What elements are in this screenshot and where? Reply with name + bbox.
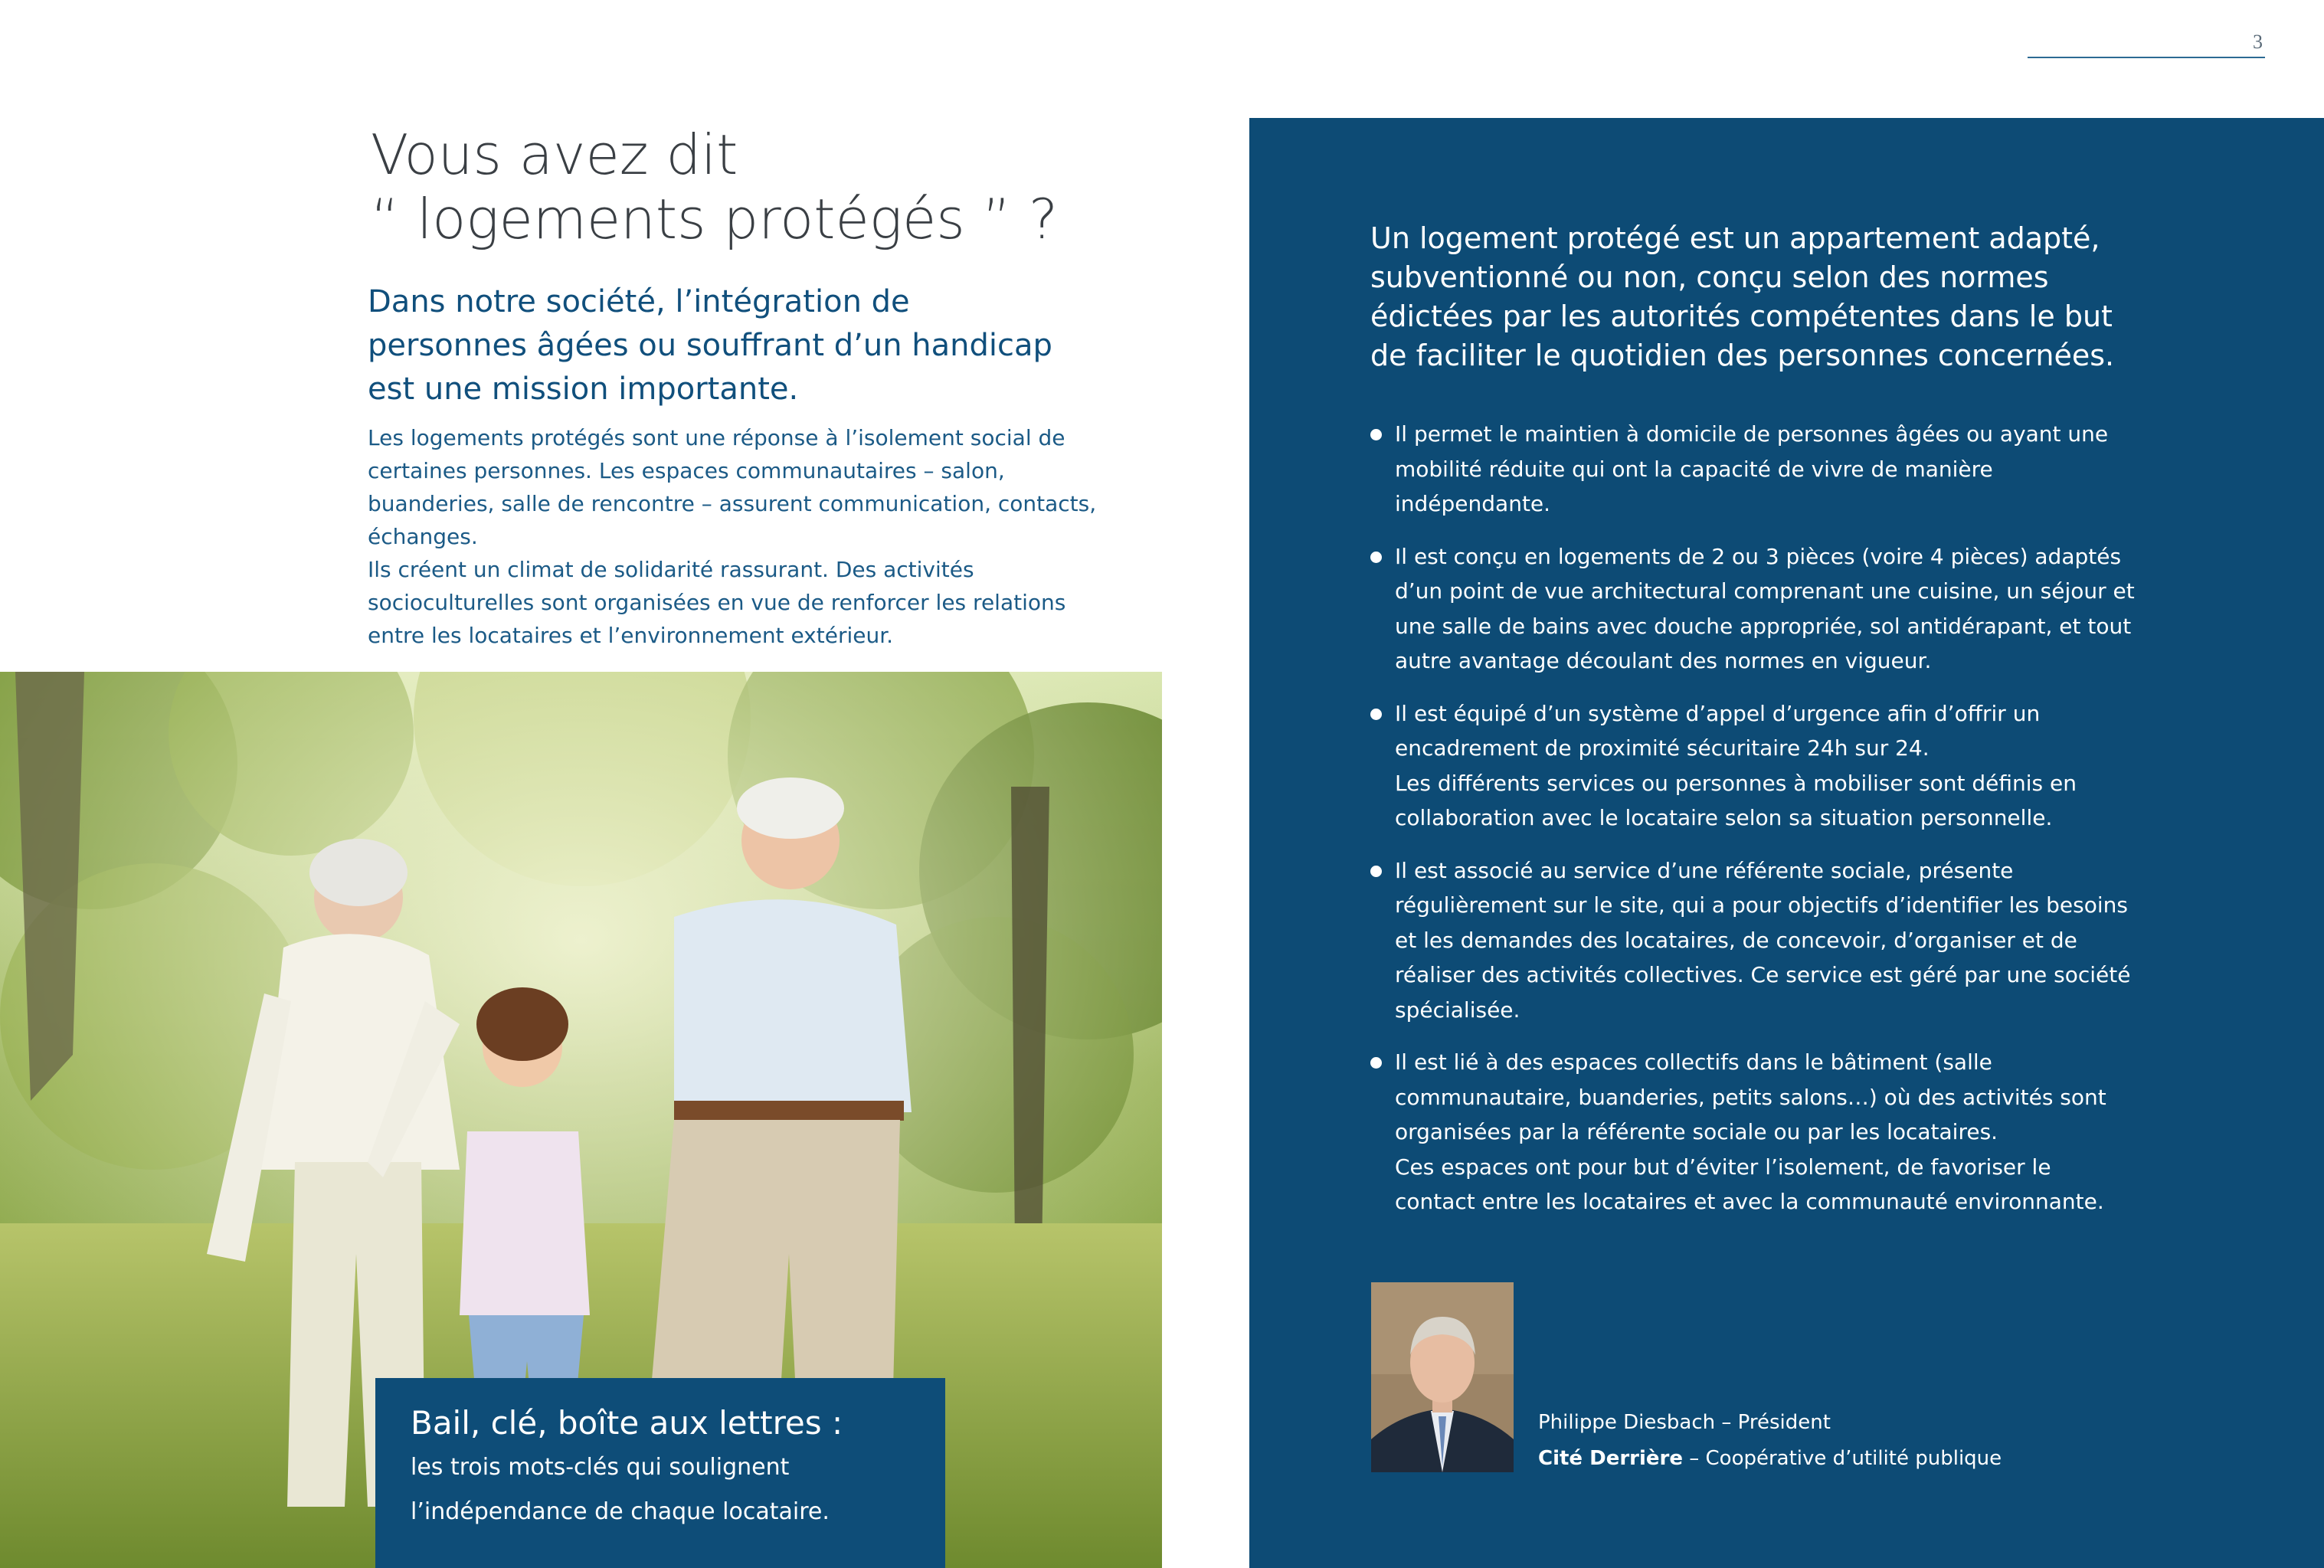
organization-name: Cité Derrière bbox=[1538, 1447, 1683, 1470]
intro-lead: Dans notre société, l’intégration de personnes âgées ou souffrant d’un handicap est une mission importante. bbox=[368, 284, 1052, 407]
feature-text: Il permet le maintien à domicile de personnes âgées ou ayant une mobilité réduite qui ont la capacité de vivre de manière indépendante. bbox=[1395, 421, 2109, 516]
page-number-rule bbox=[2028, 57, 2265, 58]
bullet-icon bbox=[1370, 429, 1382, 440]
feature-text: Il est équipé d’un système d’appel d’urgence afin d’offrir un encadrement de proximité sécuritaire 24h sur 24. bbox=[1395, 700, 2041, 761]
feature-item bbox=[1370, 539, 2136, 679]
president-portrait bbox=[1371, 1282, 1514, 1472]
feature-item bbox=[1370, 417, 2136, 522]
feature-item bbox=[1370, 696, 2136, 836]
bullet-icon bbox=[1370, 866, 1382, 877]
feature-text-continued: Ces espaces ont pour but d’éviter l’isolement, de favoriser le contact entre les locataires et avec la communauté environnante. bbox=[1395, 1154, 2104, 1214]
feature-text: Il est lié à des espaces collectifs dans le bâtiment (salle communautaire, buanderies, petits salons…) où des activités sont organisées par la référente sociale ou par les locataires. bbox=[1395, 1049, 2106, 1144]
feature-item bbox=[1370, 853, 2136, 1028]
feature-text-continued: Les différents services ou personnes à mobiliser sont définis en collaboration avec le locataire selon sa situation personnelle. bbox=[1395, 770, 2077, 830]
signature-organization bbox=[1538, 1441, 2151, 1477]
bullet-icon bbox=[1370, 1057, 1382, 1069]
feature-text: Il est associé au service d’une référente sociale, présente régulièrement sur le site, qui a pour objectifs d’identifier les besoins et les demandes des locataires, de concevoir, d’organiser et de réaliser des activités collectives. Ce service est géré par une société spécialisée. bbox=[1395, 857, 2131, 1023]
organization-description: – Coopérative d’utilité publique bbox=[1682, 1447, 2002, 1470]
intro-paragraph-1: Les logements protégés sont une réponse à l’isolement social de certaines personnes. Les espaces communautaires – salon, buanderies, salle de rencontre – assurent communication, contacts, échanges. bbox=[368, 425, 1097, 549]
intro-paragraph-2: Ils créent un climat de solidarité rassurant. Des activités socioculturelles sont organisées en vue de renforcer les relations entre les locataires et l’environnement extérieur. bbox=[368, 557, 1066, 648]
signature-name-role: Philippe Diesbach – Président bbox=[1538, 1411, 1831, 1434]
info-panel-lead: Un logement protégé est un appartement adapté, subventionné ou non, conçu selon des normes édictées par les autorités compétentes dans le but de faciliter le quotidien des personnes concernées. bbox=[1370, 221, 2115, 372]
portrait-illustration bbox=[1371, 1282, 1514, 1472]
page-title-line-2: “ logements protégés ” ? bbox=[371, 187, 1059, 251]
bullet-icon bbox=[1370, 552, 1382, 563]
signature-block bbox=[1538, 1405, 2151, 1477]
page-title-line-1: Vous avez dit bbox=[371, 123, 738, 187]
feature-text: Il est conçu en logements de 2 ou 3 pièces (voire 4 pièces) adaptés d’un point de vue architectural comprenant une cuisine, un séjour et une salle de bains avec douche appropriée, sol antidérapant, et tout autre avantage découlant des normes en vigueur. bbox=[1395, 543, 2135, 673]
page-title bbox=[371, 123, 1175, 251]
intro-body bbox=[368, 421, 1103, 652]
info-panel bbox=[1249, 118, 2324, 1568]
photo-caption-body: les trois mots-clés qui soulignent l’indépendance de chaque locataire. bbox=[411, 1454, 830, 1525]
page-number: 3 bbox=[2253, 31, 2263, 53]
photo-caption-title: Bail, clé, boîte aux lettres : bbox=[411, 1404, 843, 1442]
feature-item bbox=[1370, 1045, 2136, 1219]
bullet-icon bbox=[1370, 709, 1382, 720]
feature-list bbox=[1370, 417, 2136, 1237]
photo-caption-box bbox=[375, 1378, 945, 1568]
